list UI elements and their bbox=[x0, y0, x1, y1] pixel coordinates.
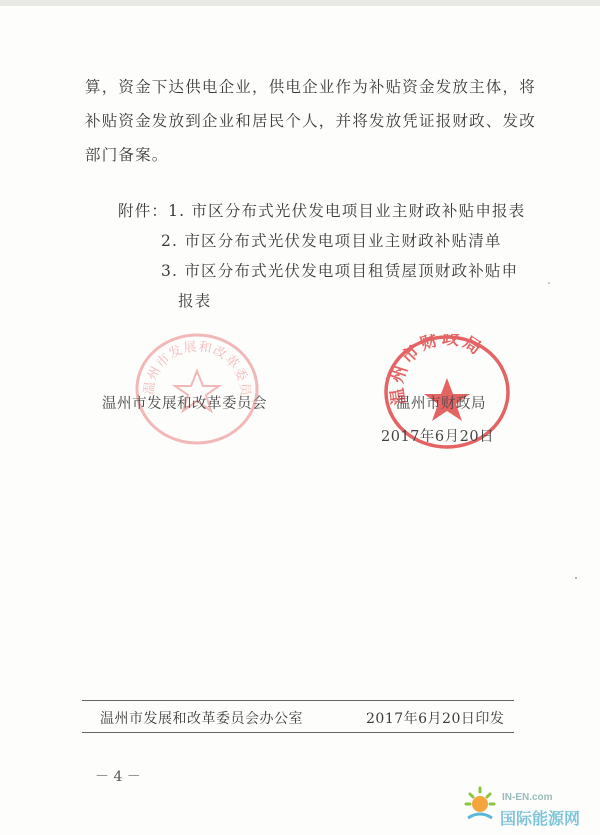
footer-issued: 2017年6月20日印发 bbox=[366, 711, 505, 727]
attachment-item-2: 2. 市区分布式光伏发电项目业主财政补贴清单 bbox=[161, 232, 502, 250]
seal-left-text: 温州市发展和改革委员 bbox=[141, 339, 253, 398]
attachment-item-3-cont: 报表 bbox=[178, 292, 212, 310]
footer-rule-bottom bbox=[82, 732, 514, 733]
attachments-list bbox=[118, 196, 525, 316]
watermark-logo bbox=[462, 786, 598, 832]
attachments-label: 附件： bbox=[118, 202, 169, 220]
scan-speck bbox=[548, 282, 550, 284]
watermark-cn: 国际能源网 bbox=[500, 809, 581, 828]
signature-date: 2017年6月20日 bbox=[381, 429, 495, 445]
top-edge bbox=[0, 0, 600, 6]
seal-left-graphic bbox=[133, 331, 261, 447]
footer-office: 温州市发展和改革委员会办公室 bbox=[100, 711, 303, 727]
body-paragraph bbox=[85, 70, 535, 172]
signature-left: 温州市发展和改革委员会 bbox=[102, 396, 267, 412]
svg-text:温州市发展和改革委员会 bbox=[133, 331, 252, 398]
watermark-en: IN-EN.com bbox=[502, 792, 553, 803]
footer-rule-top bbox=[82, 700, 514, 701]
sun-icon bbox=[462, 786, 498, 826]
scan-speck bbox=[575, 577, 577, 579]
body-line: 算，资金下达供电企业，供电企业作为补贴资金发放主体，将 bbox=[85, 78, 536, 96]
attachment-item-3: 3. 市区分布式光伏发电项目租赁屋顶财政补贴申 bbox=[161, 262, 519, 280]
body-line: 补贴资金发放到企业和居民个人，并将发放凭证报财政、发改 bbox=[85, 112, 536, 130]
seal-left-stamp bbox=[133, 331, 261, 447]
signature-right: 温州市财政局 bbox=[396, 396, 486, 412]
page-number: － 4 － bbox=[95, 769, 141, 785]
attachment-item-1: 附件：1. 市区分布式光伏发电项目业主财政补贴申报表 bbox=[118, 202, 526, 220]
body-line: 部门备案。 bbox=[85, 146, 169, 164]
seal-right-text: 温州市财政局 bbox=[387, 334, 487, 407]
